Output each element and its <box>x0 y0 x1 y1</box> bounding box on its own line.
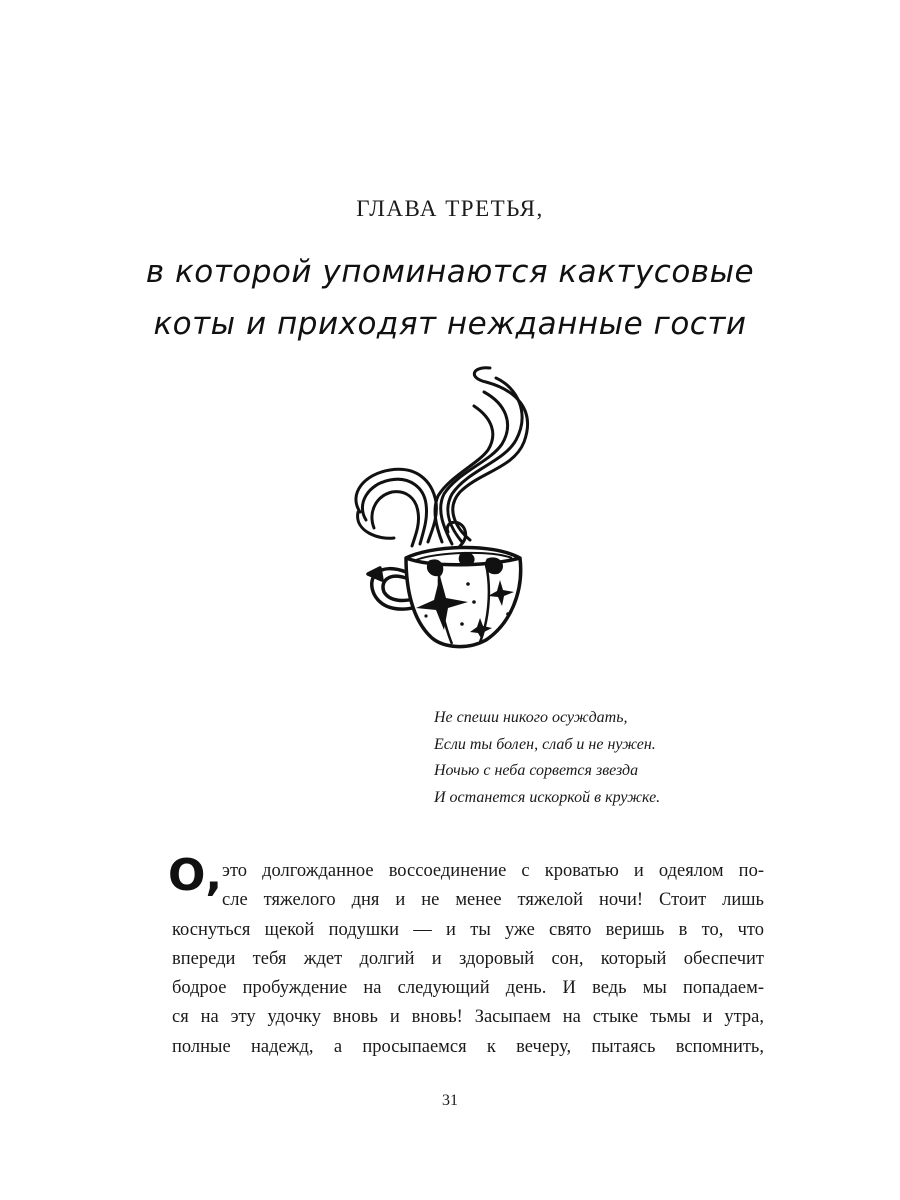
body-line: впереди тебя ждет долгий и здоровый сон, который обеспечит <box>172 948 764 969</box>
epigraph-line: Не спеши никого осуждать, <box>434 709 628 726</box>
page-number: 31 <box>442 1092 458 1109</box>
body-line: бодрое пробуждение на следующий день. И ведь мы попадаем- <box>172 978 764 999</box>
teacup-illustration <box>340 362 540 658</box>
chapter-title <box>0 246 900 350</box>
chapter-title-line: в которой упоминаются кактусовые <box>145 254 755 290</box>
chapter-title-line: коты и приходят нежданные гости <box>153 306 747 342</box>
epigraph-line: Если ты болен, слаб и не нужен. <box>434 735 656 753</box>
drop-cap: О, <box>168 850 223 901</box>
epigraph-line: И останется искоркой в кружке. <box>434 788 661 806</box>
body-line: коснуться щекой подушки — и ты уже свято веришь в то, что <box>172 919 764 940</box>
epigraph-line: Ночью с неба сорвется звезда <box>434 762 639 779</box>
chapter-label: ГЛАВА ТРЕТЬЯ, <box>356 196 544 221</box>
body-line: это долгожданное воссоединение с кроватью и одеялом по- <box>222 861 764 881</box>
body-line: полные надежд, а просыпаемся к вечеру, пытаясь вспомнить, <box>172 1036 764 1057</box>
body-paragraph <box>172 857 764 1062</box>
body-line: сле тяжелого дня и не менее тяжелой ночи! Стоит лишь <box>222 890 764 911</box>
body-line: ся на эту удочку вновь и вновь! Засыпаем на стыке тьмы и утра, <box>172 1007 764 1028</box>
epigraph <box>434 705 764 811</box>
